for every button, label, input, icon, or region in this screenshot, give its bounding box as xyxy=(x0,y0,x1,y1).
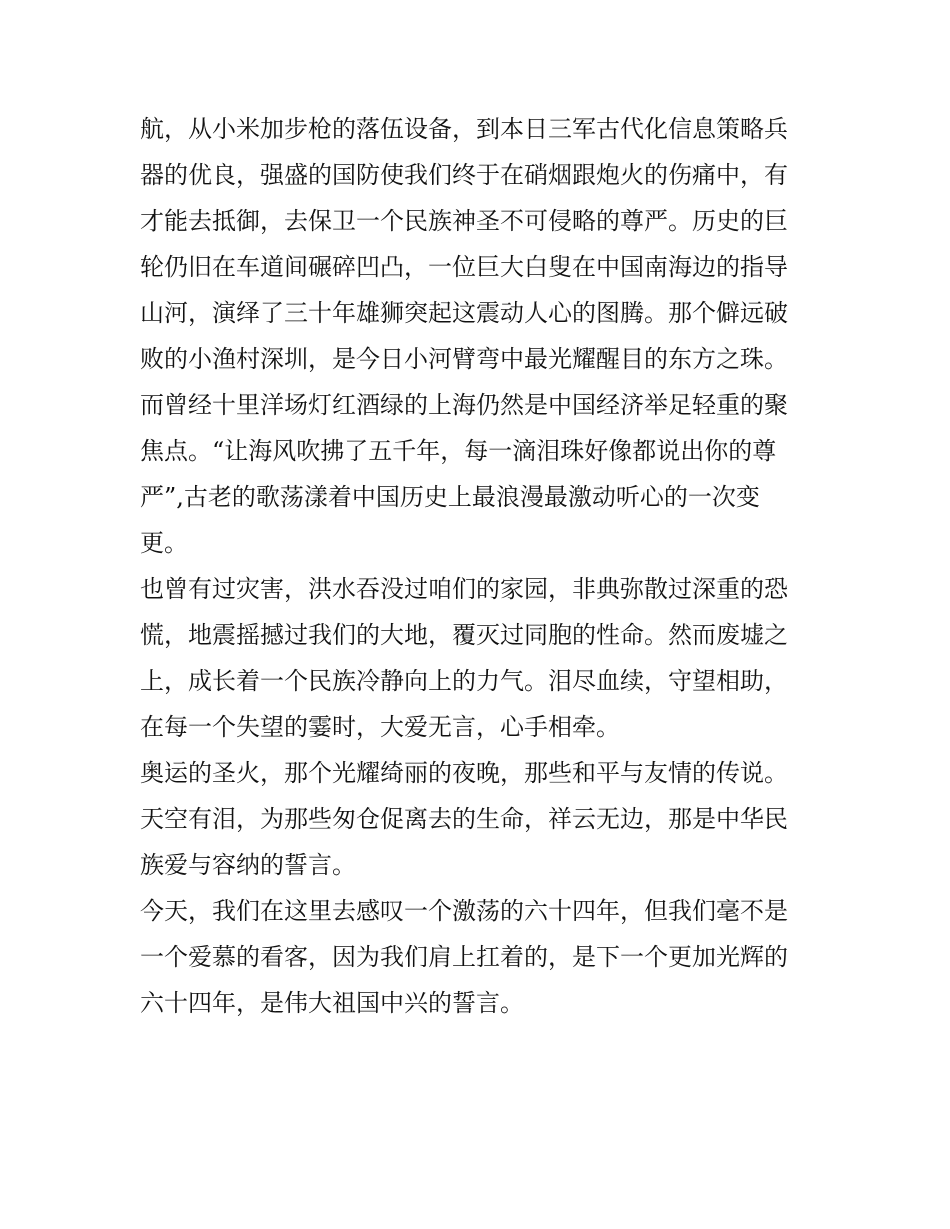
paragraph-4 xyxy=(140,888,820,1026)
text-line: 败的小渔村深圳，是今日小河臂弯中最光耀醒目的东方之珠。 xyxy=(140,345,788,373)
text-line: 族爱与容纳的誓言。 xyxy=(140,851,356,879)
text-line: 航，从小米加步枪的落伍设备，到本日三军古代化信息策略兵 xyxy=(140,115,788,143)
document-body xyxy=(140,106,820,1026)
text-line: 而曾经十里洋场灯红酒绿的上海仍然是中国经济举足轻重的聚 xyxy=(140,391,788,419)
text-line: 慌，地震摇撼过我们的大地，覆灭过同胞的性命。然而废墟之 xyxy=(140,621,788,649)
text-line: 六十四年，是伟大祖国中兴的誓言。 xyxy=(140,989,524,1017)
text-line: 一个爱慕的看客，因为我们肩上扛着的，是下一个更加光辉的 xyxy=(140,943,788,971)
text-line: 上，成长着一个民族冷静向上的力气。泪尽血续，守望相助， xyxy=(140,667,788,695)
paragraph-1 xyxy=(140,106,820,566)
text-line: 更。 xyxy=(140,529,188,557)
paragraph-2 xyxy=(140,566,820,750)
text-line: 器的优良，强盛的国防使我们终于在硝烟跟炮火的伤痛中，有 xyxy=(140,161,788,189)
text-line: 才能去抵御，去保卫一个民族神圣不可侵略的尊严。历史的巨 xyxy=(140,207,788,235)
text-line: 山河，演绎了三十年雄狮突起这震动人心的图腾。那个僻远破 xyxy=(140,299,788,327)
text-line: 轮仍旧在车道间碾碎凹凸，一位巨大白叟在中国南海边的指导 xyxy=(140,253,788,281)
paragraph-3 xyxy=(140,750,820,888)
text-line: 严”,古老的歌荡漾着中国历史上最浪漫最激动听心的一次变 xyxy=(140,483,760,511)
text-line: 天空有泪，为那些匆仓促离去的生命，祥云无边，那是中华民 xyxy=(140,805,788,833)
text-line: 焦点。“让海风吹拂了五千年，每一滴泪珠好像都说出你的尊 xyxy=(140,437,777,465)
text-line: 今天，我们在这里去感叹一个激荡的六十四年，但我们毫不是 xyxy=(140,897,788,925)
text-line: 在每一个失望的霎时，大爱无言，心手相牵。 xyxy=(140,713,620,741)
text-line: 也曾有过灾害，洪水吞没过咱们的家园，非典弥散过深重的恐 xyxy=(140,575,788,603)
text-line: 奥运的圣火，那个光耀绮丽的夜晚，那些和平与友情的传说。 xyxy=(140,759,788,787)
